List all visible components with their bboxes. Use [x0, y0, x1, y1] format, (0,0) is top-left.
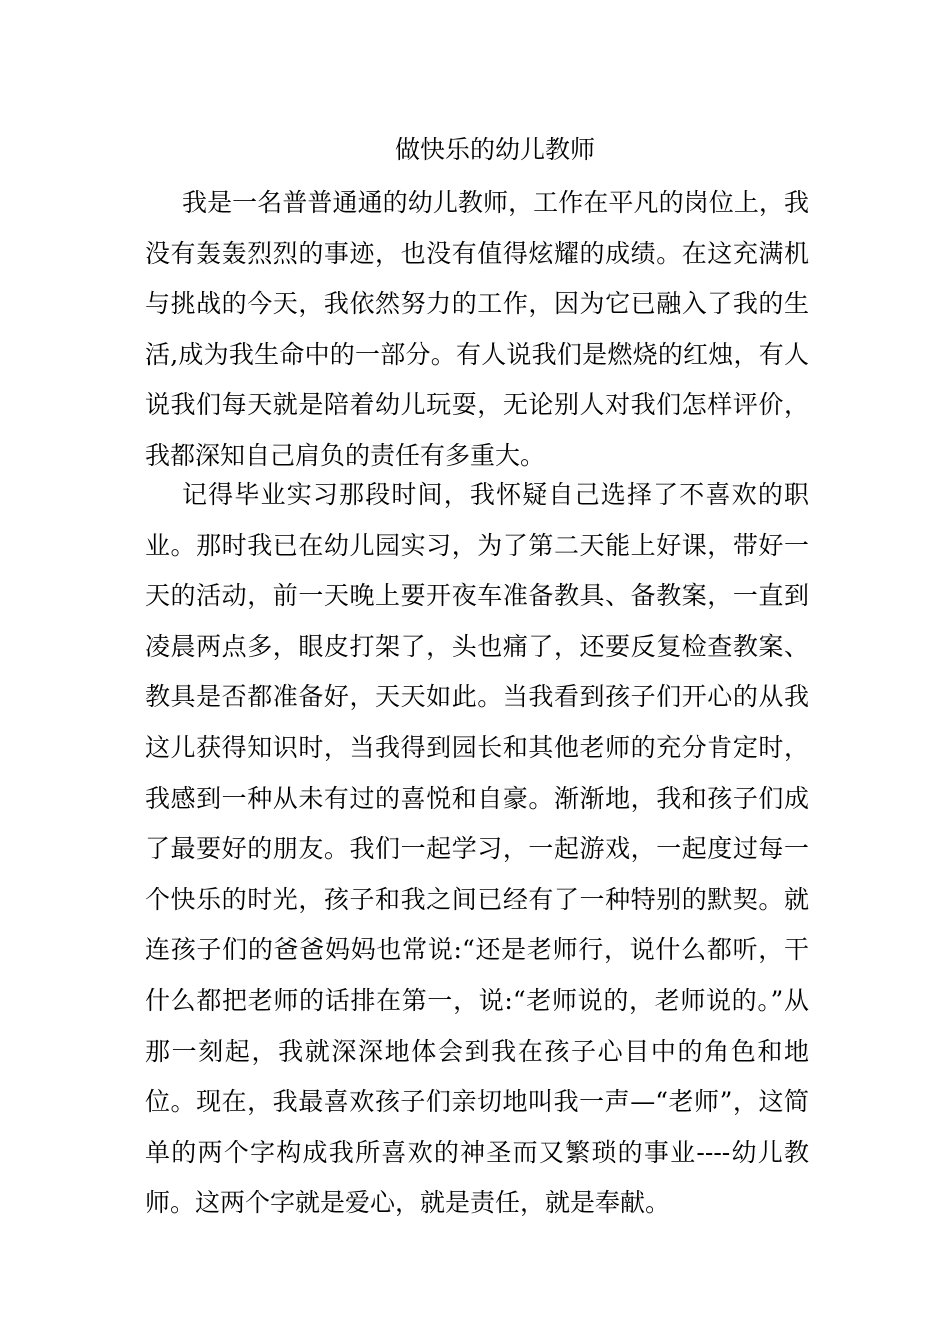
paragraph-2: 记得毕业实习那段时间，我怀疑自己选择了不喜欢的职业。那时我已在幼儿园实习，为了第二天能上好课，带好一天的活动，前一天晚上要开夜车准备教具、备教案，一直到凌晨两点多，眼皮打架了，头也痛了，还要反复检查教案、教具是否都准备好，天天如此。当我看到孩子们开心的从我这儿获得知识时，当我得到园长和其他老师的充分肯定时，我感到一种从未有过的喜悦和自豪。渐渐地，我和孩子们成了最要好的朋友。我们一起学习，一起游戏，一起度过每一个快乐的时光，孩子和我之间已经有了一种特别的默契。就连孩子们的爸爸妈妈也常说:“还是老师行，说什么都听，干什么都把老师的话排在第一，说:“老师说的，老师说的。”从那一刻起，我就深深地体会到我在孩子心目中的角色和地位。现在，我最喜欢孩子们亲切地叫我一声—“老师”，这简单的两个字构成我所喜欢的神圣而又繁琐的事业----幼儿教师。这两个字就是爱心，就是责任，就是奉献。 — [145, 480, 809, 1218]
paragraph-1: 我是一名普普通通的幼儿教师，工作在平凡的岗位上，我没有轰轰烈烈的事迹，也没有值得炫耀的成绩。在这充满机与挑战的今天，我依然努力的工作，因为它已融入了我的生活,成为我生命中的一部分。有人说我们是燃烧的红烛，有人说我们每天就是陪着幼儿玩耍，无论别人对我们怎样评价，我都深知自己肩负的责任有多重大。 — [145, 188, 809, 470]
document-title: 做快乐的幼儿教师 — [394, 135, 595, 164]
